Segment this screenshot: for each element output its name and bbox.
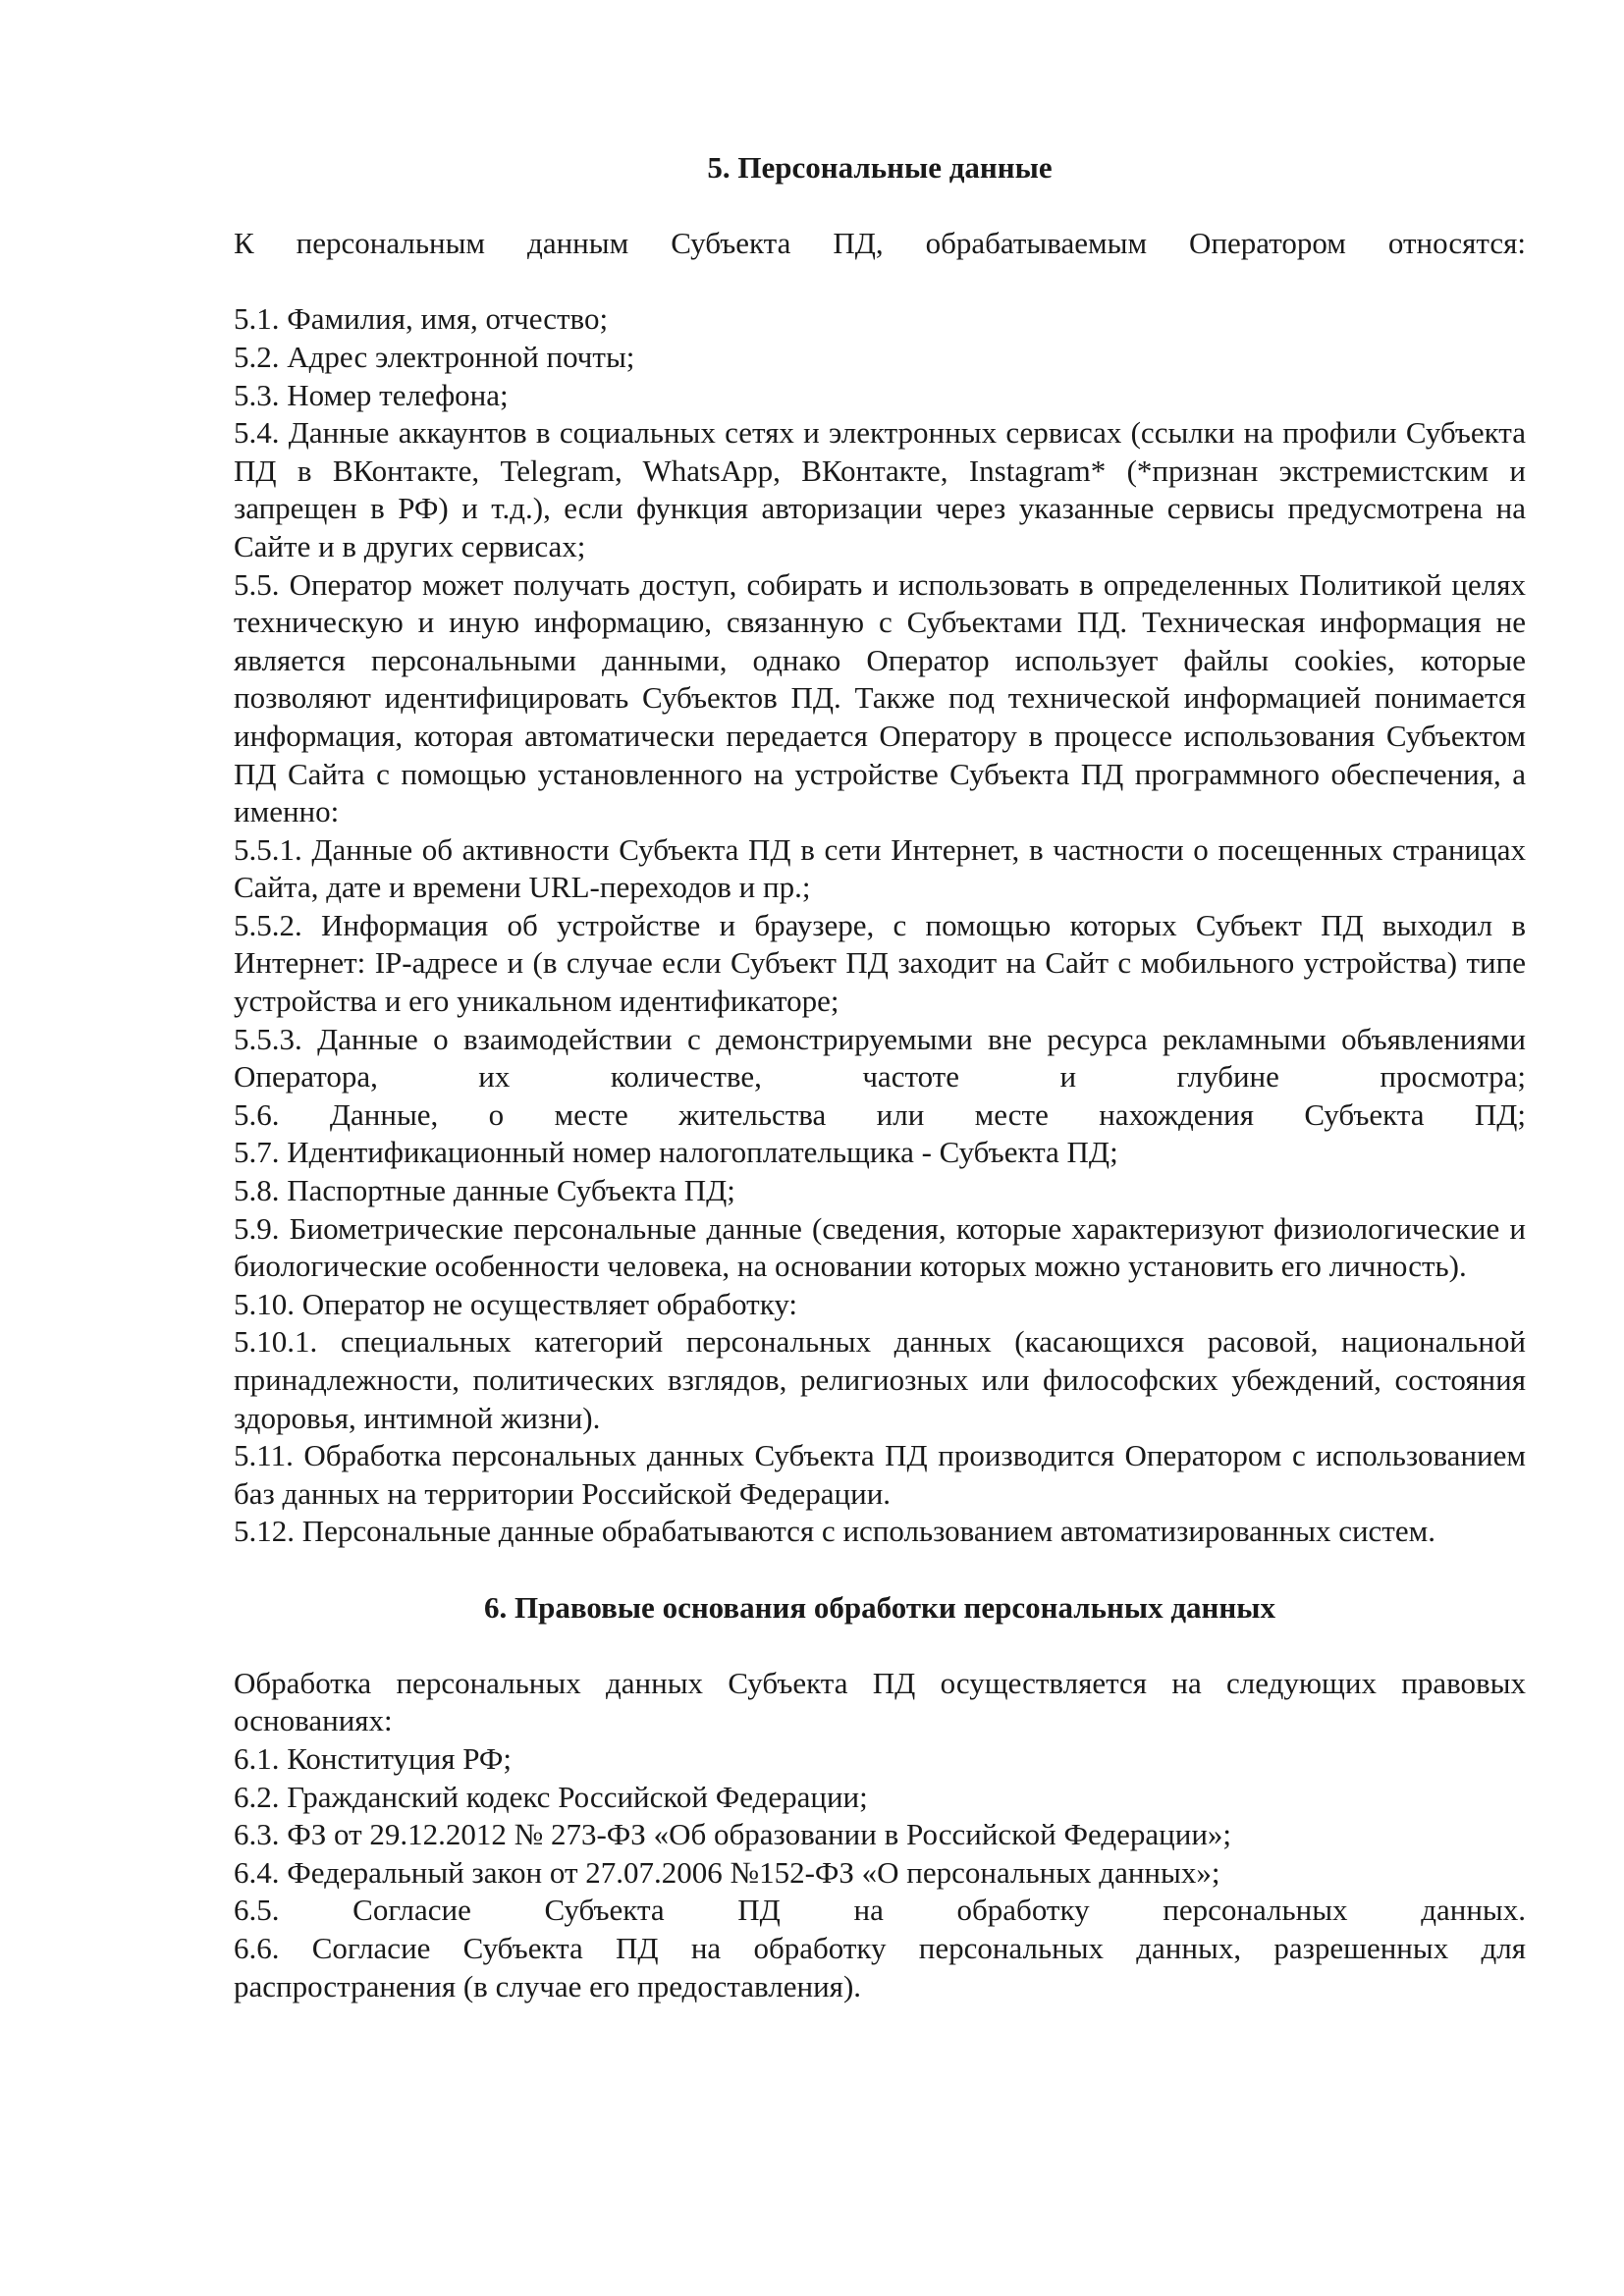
clause-5-5-3: 5.5.3. Данные о взаимодействии с демонстрируемыми вне ресурса рекламными объявлениями Оператора, их количестве, частоте и глубине просмотра; [234,1021,1526,1095]
clause-5-6: 5.6. Данные, о месте жительства или месте нахождения Субъекта ПД; [234,1096,1526,1132]
clause-6-2: 6.2. Гражданский кодекс Российской Федерации; [234,1779,868,1814]
clause-6-5: 6.5. Согласие Субъекта ПД на обработку персональных данных. [234,1893,1526,1928]
clause-5-10-1: 5.10.1. специальных категорий персональных данных (касающихся расовой, национальной принадлежности, политических взглядов, религиозных или философских убеждений, состояния здоровья, интимной жизни). [234,1324,1526,1435]
clause-6-6: 6.6. Согласие Субъекта ПД на обработку персональных данных, разрешенных для распространения (в случае его предоставления). [234,1930,1526,2003]
clause-5-5: 5.5. Оператор может получать доступ, собирать и использовать в определенных Политикой целях техническую и иную информацию, связанную с Субъектами ПД. Техническая информация не является персональными данными, однако Оператор использует файлы cookies, которые позволяют идентифицировать Субъектов ПД. Также под технической информацией понимается информация, которая автоматически передается Оператору в процессе использования Субъектом ПД Сайта с помощью установленного на устройстве Субъекта ПД программного обеспечения, а именно: [234,566,1526,829]
section-5-intro: К персональным данным Субъекта ПД, обрабатываемым Оператором относятся: [234,226,1526,261]
section-6-intro: Обработка персональных данных Субъекта ПД осуществляется на следующих правовых основаниях: [234,1665,1526,1738]
clause-6-4: 6.4. Федеральный закон от 27.07.2006 №152-ФЗ «О персональных данных»; [234,1854,1220,1890]
clause-5-9: 5.9. Биометрические персональные данные (сведения, которые характеризуют физиологические и биологические особенности человека, на основании которых можно установить его личность). [234,1210,1526,1284]
clause-5-3: 5.3. Номер телефона; [234,377,509,412]
clause-5-1: 5.1. Фамилия, имя, отчество; [234,301,609,337]
clause-6-3: 6.3. ФЗ от 29.12.2012 № 273-ФЗ «Об образовании в Российской Федерации»; [234,1817,1232,1852]
clause-5-12: 5.12. Персональные данные обрабатываются с использованием автоматизированных систем. [234,1514,1435,1549]
clause-5-5-1: 5.5.1. Данные об активности Субъекта ПД в сети Интернет, в частности о посещенных страницах Сайта, дате и времени URL-переходов и пр.; [234,831,1526,905]
clause-5-4: 5.4. Данные аккаунтов в социальных сетях и электронных сервисах (ссылки на профили Субъекта ПД в ВКонтакте, Telegram, WhatsApp, ВКонтакте, Instagram* (*признан экстремистским и запрещен в РФ) и т.д.), если функция авторизации через указанные сервисы предусмотрена на Сайте и в других сервисах; [234,415,1526,563]
clause-5-2: 5.2. Адрес электронной почты; [234,339,635,374]
clause-5-11: 5.11. Обработка персональных данных Субъекта ПД производится Оператором с использованием баз данных на территории Российской Федерации. [234,1438,1526,1511]
section-6-heading: 6. Правовые основания обработки персональных данных [484,1589,1275,1625]
clause-5-8: 5.8. Паспортные данные Субъекта ПД; [234,1173,735,1208]
document-page [234,149,1526,2005]
clause-5-7: 5.7. Идентификационный номер налогоплательщика - Субъекта ПД; [234,1135,1118,1170]
clause-5-10: 5.10. Оператор не осуществляет обработку: [234,1286,798,1321]
clause-6-1: 6.1. Конституция РФ; [234,1740,513,1776]
clause-5-5-2: 5.5.2. Информация об устройстве и браузере, с помощью которых Субъект ПД выходил в Интернет: IP-адресе и (в случае если Субъект ПД заходит на Сайт с мобильного устройства) типе устройства и его уникальном идентификаторе; [234,907,1526,1019]
section-5-heading: 5. Персональные данные [707,150,1053,185]
